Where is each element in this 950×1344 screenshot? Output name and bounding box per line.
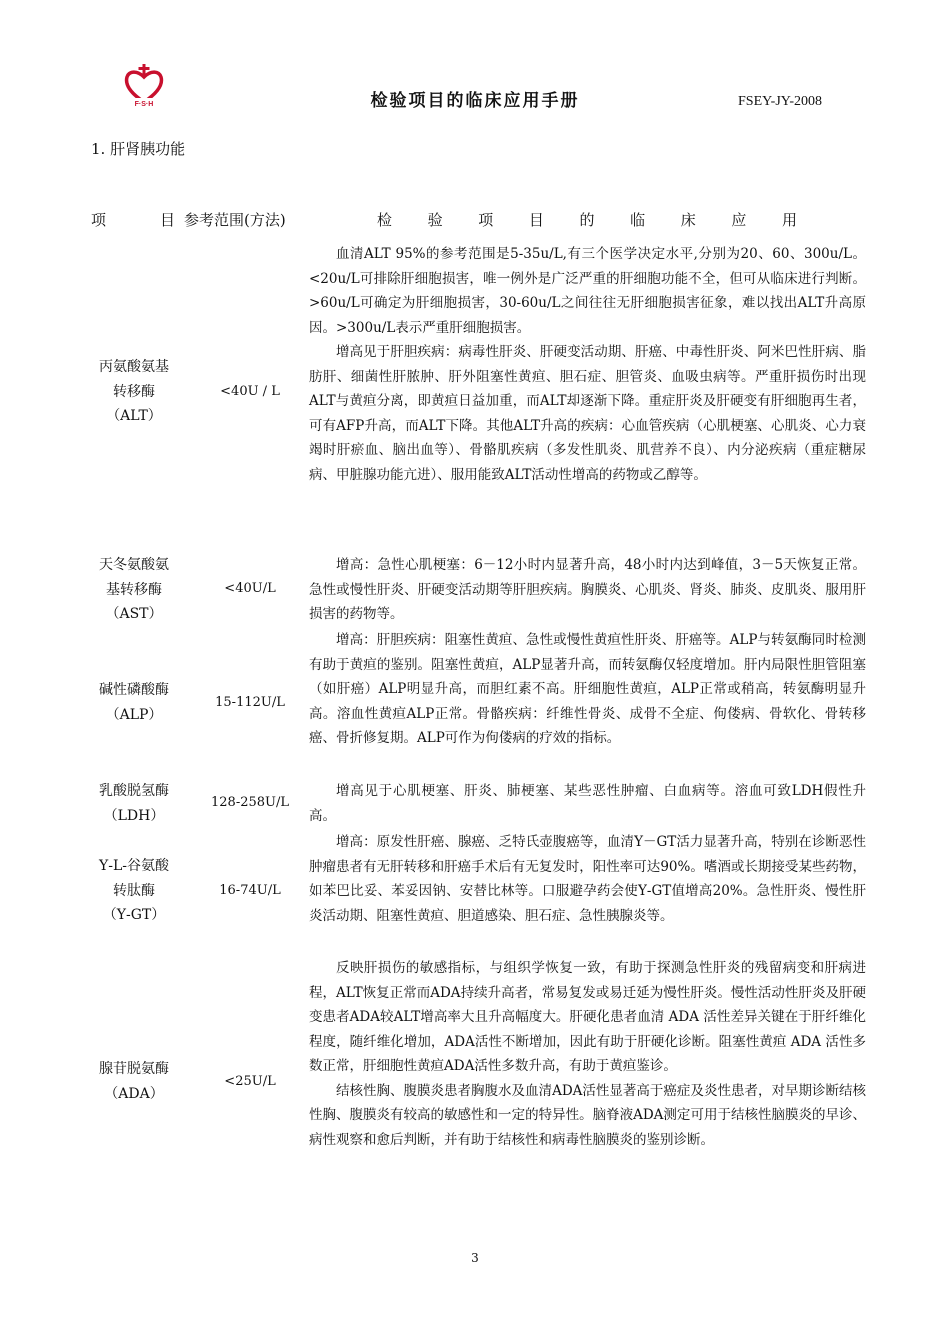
item-name [84,355,184,429]
item-name [84,779,184,828]
reference-range: 16-74U/L [219,883,281,898]
reference-range: 128-258U/L [211,795,289,810]
item-name [84,1057,184,1106]
column-header-range: 参考范围(方法) [184,211,286,229]
item-name [84,553,184,627]
item-name [84,678,184,727]
column-header-item: 项目 [91,211,175,229]
item-name [84,854,184,928]
paragraph: 结核性胸、腹膜炎患者胸腹水及血清ADA活性显著高于癌症及炎性患者，对早期诊断结核性胸、腹膜炎有较高的敏感性和一定的特异性。脑脊液ADA测定可用于结核性脑膜炎的早诊、病性观察和愈后判断，并有助于结核性和病毒性脑膜炎的鉴别诊断。 [309,1082,866,1148]
clinical-use-text [309,956,866,1152]
item-name-line: 碱性磷酸酶 [99,682,169,698]
item-name-line: （LDH） [103,807,165,824]
item-name-line: Υ-L-谷氨酸 [99,858,169,874]
clinical-use-text [309,830,866,928]
item-name-line: 基转移酶 [106,581,162,598]
paragraph: 反映肝损伤的敏感指标，与组织学恢复一致，有助于探测急性肝炎的残留病变和肝病进程，ALT恢复正常而ADA持续升高者，常易复发或易迁延为慢性肝炎。慢性活动性肝炎及肝硬变患者ADA较ALT增高率大且升高幅度大。肝硬化患者血清 ADA 活性差异关键在于肝纤维化程度，随纤维化增加，ADA活性不断增加，因此有助于肝硬化诊断。阻塞性黄疸 ADA 活性多数正常，肝细胞性黄疸ADA活性多数升高，有助于黄疸鉴诊。 [309,960,866,1074]
item-name-line: 腺苷脱氨酶 [99,1061,169,1077]
logo-text: F·S·H [134,101,154,108]
paragraph: 增高：急性心肌梗塞：6－12小时内显著升高，48小时内达到峰值，3－5天恢复正常。急性或慢性肝炎、肝硬变活动期等肝胆疾病。胸膜炎、心肌炎、肾炎、肺炎、皮肌炎、服用肝损害的药物等。 [309,557,866,622]
item-name-line: 乳酸脱氢酶 [99,783,169,799]
paragraph: 血清ALT 95%的参考范围是5-35u/L,有三个医学决定水平,分别为20、60、300u/L。<20u/L可排除肝细胞损害，唯一例外是广泛严重的肝细胞功能不全，但可从临床进行判断。>60u/L可确定为肝细胞损害，30-60u/L之间往往无肝细胞损害征象，难以找出ALT升高原因。>300u/L表示严重肝细胞损害。 [309,246,866,336]
page-title: 检验项目的临床应用手册 [370,91,580,111]
item-name-line: （Υ-GT） [102,907,166,923]
column-header-clinical-use: 检验项目的临床应用 [377,211,797,229]
section-title: 1. 肝肾胰功能 [91,140,186,158]
item-name-line: 天冬氨酸氨 [99,557,169,573]
reference-range: <40U / L [220,384,280,399]
clinical-use-text [309,242,866,487]
item-name-line: 丙氨酸氨基 [99,359,169,375]
clinical-use-text [309,553,866,627]
page-number: 3 [471,1251,479,1265]
paragraph: 增高：原发性肝癌、腺癌、乏特氏壶腹癌等，血清Υ－GT活力显著升高，特别在诊断恶性肿瘤患者有无肝转移和肝癌手术后有无复发时，阳性率可达90%。嗜酒或长期接受某些药物，如苯巴比妥、苯妥因钠、安替比林等。口服避孕药会使Υ-GT值增高20%。急性肝炎、慢性肝炎活动期、阻塞性黄疸、胆道感染、胆石症、急性胰腺炎等。 [309,834,866,924]
reference-range: 15-112U/L [215,695,285,710]
paragraph: 增高：肝胆疾病：阻塞性黄疸、急性或慢性黄疸性肝炎、肝癌等。ALP与转氨酶同时检测有助于黄疸的鉴别。阻塞性黄疸，ALP显著升高，而转氨酶仅轻度增加。肝内局限性胆管阻塞（如肝癌）ALP明显升高，而胆红素不高。肝细胞性黄疸，ALP正常或稍高，转氨酶明显升高。溶血性黄疸ALP正常。骨骼疾病：纤维性骨炎、成骨不全症、佝偻病、骨软化、骨转移癌、骨折修复期。ALP可作为佝偻病的疗效的指标。 [309,632,866,746]
item-name-line: （ALT） [106,408,162,424]
paragraph: 增高见于心肌梗塞、肝炎、肺梗塞、某些恶性肿瘤、白血病等。溶血可致LDH假性升高。 [309,783,866,824]
clinical-use-text [309,779,866,828]
item-name-line: 转移酶 [113,383,155,400]
paragraph: 增高见于肝胆疾病：病毒性肝炎、肝硬变活动期、肝癌、中毒性肝炎、阿米巴性肝病、脂肪肝、细菌性肝脓肿、肝外阻塞性黄疸、胆石症、胆管炎、血吸虫病等。严重肝损伤时出现ALT与黄疸分离，即黄疸日益加重，而ALT却逐渐下降。重症肝炎及肝硬变有肝细胞再生者，可有AFP升高，而ALT下降。其他ALT升高的疾病：心血管疾病（心肌梗塞、心肌炎、心力衰竭时肝瘀血、脑出血等）、骨骼肌疾病（多发性肌炎、肌营养不良）、内分泌疾病（重症糖尿病、甲脏腺功能亢进）、服用能致ALT活动性增高的药物或乙醇等。 [309,344,866,483]
document-number: FSEY-JY-2008 [738,94,823,109]
item-name-line: （AST） [105,606,163,622]
clinical-use-text [309,628,866,751]
reference-range: <25U/L [224,1074,276,1089]
item-name-line: （ADA） [104,1085,164,1102]
item-name-line: 转肽酶 [113,882,155,899]
item-name-line: （ALP） [105,706,163,723]
reference-range: <40U/L [224,581,276,596]
